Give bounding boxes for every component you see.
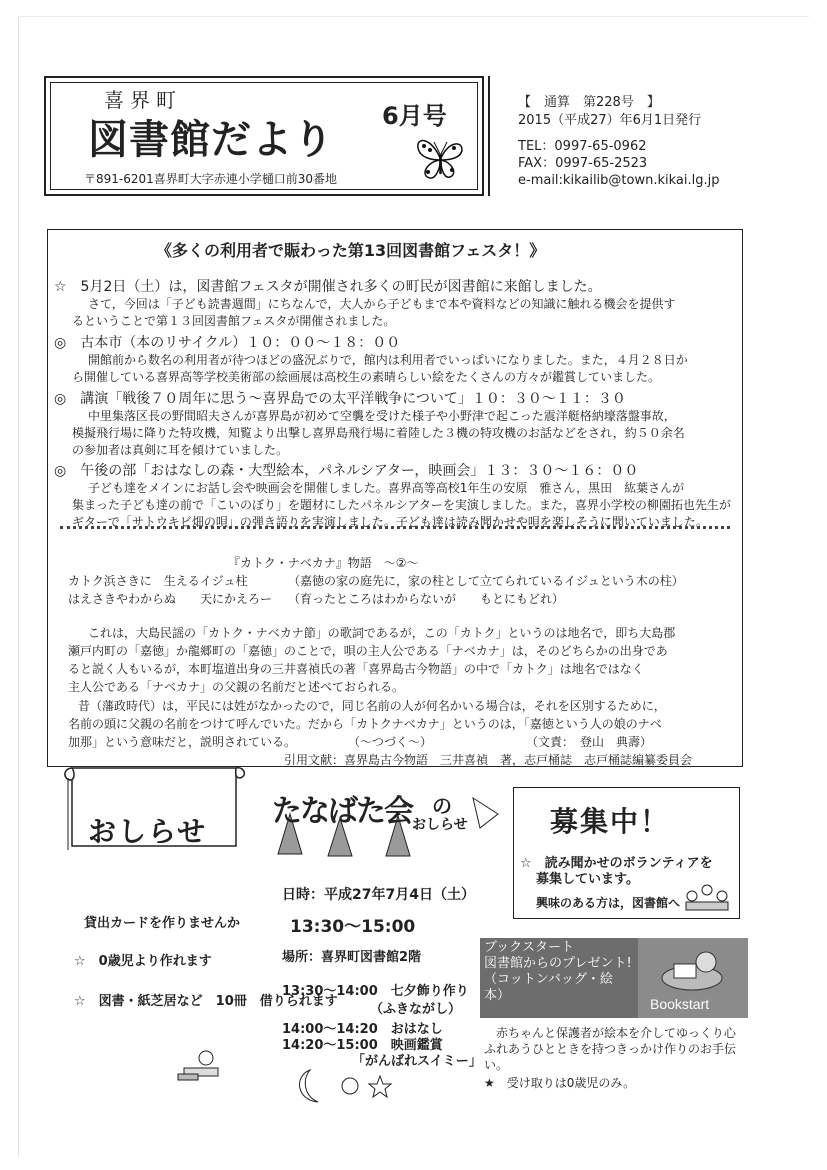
butterfly-icon [414, 134, 466, 184]
lyric-line-2: はえさきやわからぬ 天にかえろー [68, 592, 273, 606]
notice-title: おしらせ [88, 815, 208, 848]
bookstart-desc-3: い。 [484, 1058, 509, 1072]
dotted-divider [60, 526, 730, 529]
recruit-line-3: 興味のある方は，図書館へ [536, 896, 681, 910]
bookstart-text [484, 940, 634, 1004]
library-address: 〒891-6201喜界町大字赤連小学樋口前30番地 [84, 172, 338, 186]
publication-info [488, 76, 738, 196]
publish-date: 2015（平成27）年6月1日発行 [518, 113, 702, 128]
reference-note: 引用文献：喜界島古今物語 三井喜禎 著，志戸桶誌 志戸桶誌編纂委員会 [284, 753, 693, 767]
bookstart-desc-1: 赤ちゃんと保護者が絵本を介してゆっくり心 [496, 1026, 736, 1040]
bookstart-line-4: 本） [484, 988, 511, 1003]
tanabata-title-no: の [432, 794, 452, 818]
masthead [44, 76, 484, 196]
serial-number: 【 通算 第228号 】 [518, 95, 660, 110]
story-title: 『カトク・ナベカナ』物語 ～②～ [228, 556, 419, 570]
intro-line-2: るということで第１３回図書館フェスタが開催されました。 [72, 314, 396, 328]
bookstart-logo-text: Bookstart [650, 996, 710, 1012]
recruit-title: 募集中！ [550, 805, 671, 838]
afternoon-line-2: 集まった子ども達の前で「こいのぼり」を題材にしたパネルシアターを実演しました。また，喜界小学校の柳園拓也先生が [72, 498, 731, 512]
intro-heading: ☆ 5月2日（土）は，図書館フェスタが開催され多くの町民が図書館に来館しました。 [54, 279, 602, 295]
article-author: （文責： 登山 典壽） [526, 735, 653, 749]
bookstart-line-3: （コットンバッグ・絵 [484, 972, 613, 987]
newsletter-title: 図書館だより [88, 117, 334, 163]
story-para-2-line-1: 昔（藩政時代）は，平民には姓がなかったので，同じ名前の人が何名かいる場合は，それを区別するために， [78, 699, 666, 713]
afternoon-line-1: 子ども達をメインにお話し会や映画会を開催しました。喜界高等高校1年生の安原 雅さん，黒田 紘葉さんが [88, 481, 685, 495]
tanabata-time: 13:30～15:00 [290, 917, 416, 937]
book-sale-heading: ◎ 古本市（本のリサイクル）１０：００～１８：００ [54, 335, 401, 351]
to-be-continued: （～つづく～） [348, 735, 433, 749]
tanabata-event-1-detail: （ふきながし） [370, 1002, 462, 1017]
story-para-1-line-3: ると説く人もいるが，本町塩道出身の三井喜禎氏の著「喜界島古今物語」の中で「カトク」は地名ではなく [68, 662, 644, 676]
issue-month: 6月号 [382, 102, 447, 130]
card-limit-note: ☆ 図書・紙芝居など 10冊 借りられます [74, 994, 338, 1009]
lecture-heading: ◎ 講演「戦後７０周年に思う～喜界島での太平洋戦争について」１０：３０～１１：３０ [54, 391, 626, 407]
volunteer-recruit-box [513, 787, 740, 919]
moon-stars-icon [290, 1066, 440, 1106]
fax-number: FAX：0997-65-2523 [518, 156, 648, 171]
reading-child-icon [176, 1048, 224, 1082]
tel-number: TEL：0997-65-0962 [518, 139, 647, 154]
story-para-1-line-1: これは，大島民謡の「カトク・ナベカナ節」の歌詞であるが，この「カトク」というのは地名で，即ち大島郡 [88, 626, 676, 640]
tanabata-date: 日時：平成27年7月4日（土） [282, 887, 475, 903]
town-name: 喜界町 [104, 88, 182, 112]
feature-title: 《多くの利用者で賑わった第13回図書館フェスタ！》 [156, 241, 546, 260]
lecture-line-3: の参加者は真剣に耳を傾けていました。 [72, 443, 289, 457]
children-group-icon [682, 882, 732, 912]
tanabata-title-sub: おしらせ [412, 817, 468, 833]
recruit-line-1: ☆ 読み聞かせのボランティアを [520, 856, 713, 871]
story-para-2-line-3: 加那」という意味だと，説明されている。 [68, 735, 297, 749]
tanabata-event-1: 13:30～14:00 七夕飾り作り [282, 984, 469, 999]
story-para-1-line-4: 主人公である「ナベカナ」の父親の名前だと述べておられる。 [68, 680, 405, 694]
card-age-note: ☆ 0歳児より作れます [74, 954, 212, 969]
bookstart-line-1: ブックスタート [484, 940, 574, 955]
otter-with-book-icon [652, 944, 732, 994]
tanabata-event-3: 14:20～15:00 映画鑑賞 [282, 1038, 443, 1053]
tanabata-event-2: 14:00～14:20 おはなし [282, 1022, 443, 1037]
tanabata-title-main: たなばた会 [272, 794, 412, 829]
intro-line-1: さて，今回は「子ども読書週間」にちなんで，大人から子どもまで本や資料などの知識に触れる機会を提供す [88, 297, 676, 311]
bookstart-pickup-note: ★ 受け取りは0歳児のみ。 [484, 1076, 636, 1090]
lecture-line-1: 中里集落区長の野間昭夫さんが喜界島が初めて空襲を受けた様子や小野津で起こった震洋艇格納壕落盤事故， [88, 409, 676, 423]
book-sale-line-1: 開館前から数名の利用者が待つほどの盛況ぶりで，館内は利用者でいっぱいになりました。また，４月２８日か [88, 353, 688, 367]
book-sale-line-2: ら開催している喜界高等学校美術部の絵画展は高校生の素晴らしい絵をたくさんの方々が鑑賞していました。 [72, 370, 661, 384]
feature-article [47, 229, 743, 767]
tanabata-place: 場所：喜界町図書館2階 [282, 950, 422, 965]
lyric-translation-1: （嘉徳の家の庭先に，家の柱として立てられているイジュという木の柱） [288, 574, 684, 588]
afternoon-line-3: ギターで「サトウキビ畑の唄」の弾き語りを実演しました。子ども達は読み聞かせや唄を楽しそうに聞いていました。 [72, 515, 708, 529]
recruit-line-2: 募集しています。 [536, 872, 639, 887]
email-address: e-mail:kikailib@town.kikai.lg.jp [518, 173, 720, 188]
bookstart-desc-2: ふれあうひとときを持つきっかけ作りのお手伝 [484, 1042, 737, 1056]
bookstart-line-2: 図書館からのプレゼント! [484, 956, 632, 971]
story-para-2-line-2: 名前の頭に父親の名前をつけて呼んでいた。だから「カトクナベカナ」というのは，「嘉徳という人の娘のナベ [68, 717, 662, 731]
lyric-line-1: カトク浜さきに 生えるイジュ柱 [68, 574, 248, 588]
lecture-line-2: 模擬飛行場に降りた特攻機，知覧より出撃し喜界島飛行場に着陸した３機の特攻機のお話などをされ，約５０余名 [72, 426, 685, 440]
card-question: 貸出カードを作りませんか [84, 916, 241, 931]
story-para-1-line-2: 瀬戸内町の「嘉徳」か龍郷町の「嘉徳」のことで，唄の主人公である「ナベカナ」は，そのどちらかの出身であ [68, 644, 668, 658]
lyric-translation-2: （育ったところはわからないが もとにもどれ） [288, 592, 565, 606]
bookstart-logo [638, 938, 748, 1018]
tanabata-event-3-detail: 「がんばれスイミー」 [352, 1054, 482, 1069]
afternoon-heading: ◎ 午後の部「おはなしの森・大型絵本，パネルシアター，映画会」１３：３０～１６：００ [54, 463, 639, 479]
